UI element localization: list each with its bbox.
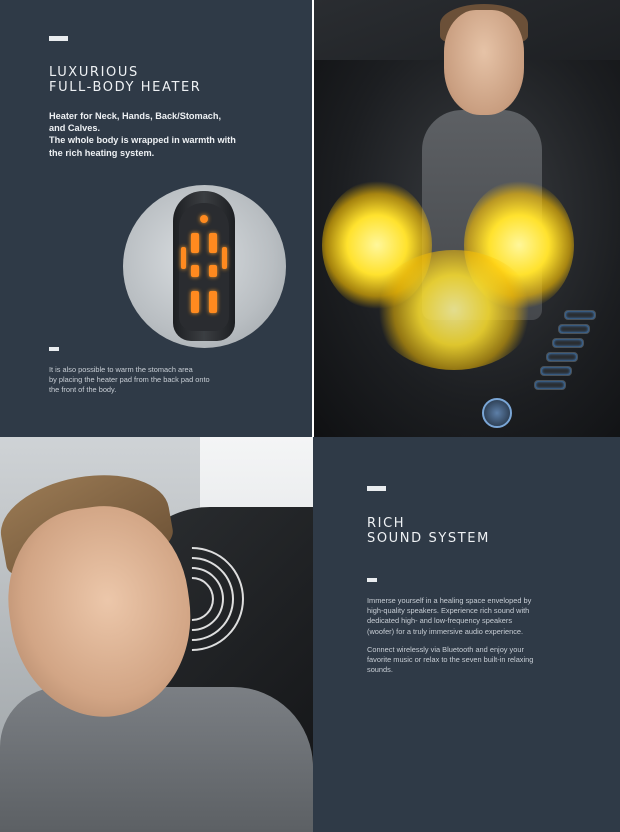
heater-note-line: the front of the body.	[49, 385, 117, 395]
heater-note	[49, 365, 210, 396]
heater-photo	[314, 0, 620, 437]
sound-paragraph-1	[367, 596, 531, 637]
heat-pad-hand-left	[181, 247, 186, 269]
heater-note-dash	[49, 347, 59, 351]
control-knob-icon	[482, 398, 512, 428]
heater-description	[49, 110, 236, 159]
heat-pad-hand-right	[222, 247, 227, 269]
heat-pad-neck	[200, 215, 208, 223]
sound-photo	[0, 437, 313, 832]
sound-para2-line: Connect wirelessly via Bluetooth and enjoy your	[367, 645, 524, 654]
sound-paragraph-2	[367, 645, 533, 676]
face-shape	[444, 10, 524, 115]
heater-desc-line: the rich heating system.	[49, 147, 155, 158]
control-button	[534, 380, 566, 390]
heater-title	[49, 65, 201, 95]
sound-title-line1: RICH	[367, 516, 406, 531]
heat-pad-calf-left	[191, 291, 199, 313]
sound-para1-line: (woofer) for a truly immersive audio experience.	[367, 626, 524, 636]
control-button	[546, 352, 578, 362]
control-button	[552, 338, 584, 348]
heat-pad-seat-right	[209, 265, 217, 277]
sound-para2-line: favorite music or relax to the seven built-in relaxing	[367, 655, 534, 665]
sound-para1-line: Immerse yourself in a healing space enveloped by	[367, 596, 532, 605]
heater-title-dash	[49, 36, 68, 41]
control-button	[558, 324, 590, 334]
sound-para1-line: dedicated high- and low-frequency speakers	[367, 616, 513, 626]
sound-title-line2: SOUND SYSTEM	[367, 531, 490, 546]
sound-title	[367, 516, 490, 546]
armrest-control-panel	[514, 310, 604, 420]
heat-pad-seat-left	[191, 265, 199, 277]
heater-desc-line: The whole body is wrapped in warmth with	[49, 135, 236, 146]
heater-title-line2: FULL-BODY HEATER	[49, 80, 202, 95]
chair-heater-diagram	[123, 185, 286, 348]
heat-pad-back-right	[209, 233, 217, 253]
heater-note-line: by placing the heater pad from the back pad onto	[49, 375, 210, 385]
heater-desc-line: and Calves.	[49, 123, 101, 134]
heat-pad-calf-right	[209, 291, 217, 313]
control-button	[564, 310, 596, 320]
turtleneck-sweater-shape	[0, 687, 313, 832]
heater-title-line1: LUXURIOUS	[49, 65, 139, 80]
sound-title-dash	[367, 486, 386, 491]
sound-para1-line: high-quality speakers. Experience rich sound with	[367, 606, 530, 616]
control-button	[540, 366, 572, 376]
heater-note-line: It is also possible to warm the stomach area	[49, 365, 193, 374]
sound-body-dash	[367, 578, 377, 582]
sound-para2-line: sounds.	[367, 665, 393, 675]
heat-pad-back-left	[191, 233, 199, 253]
heater-desc-line: Heater for Neck, Hands, Back/Stomach,	[49, 111, 222, 121]
sound-panel	[313, 437, 620, 832]
heater-panel	[0, 0, 312, 437]
heat-glow-lower	[374, 250, 534, 370]
